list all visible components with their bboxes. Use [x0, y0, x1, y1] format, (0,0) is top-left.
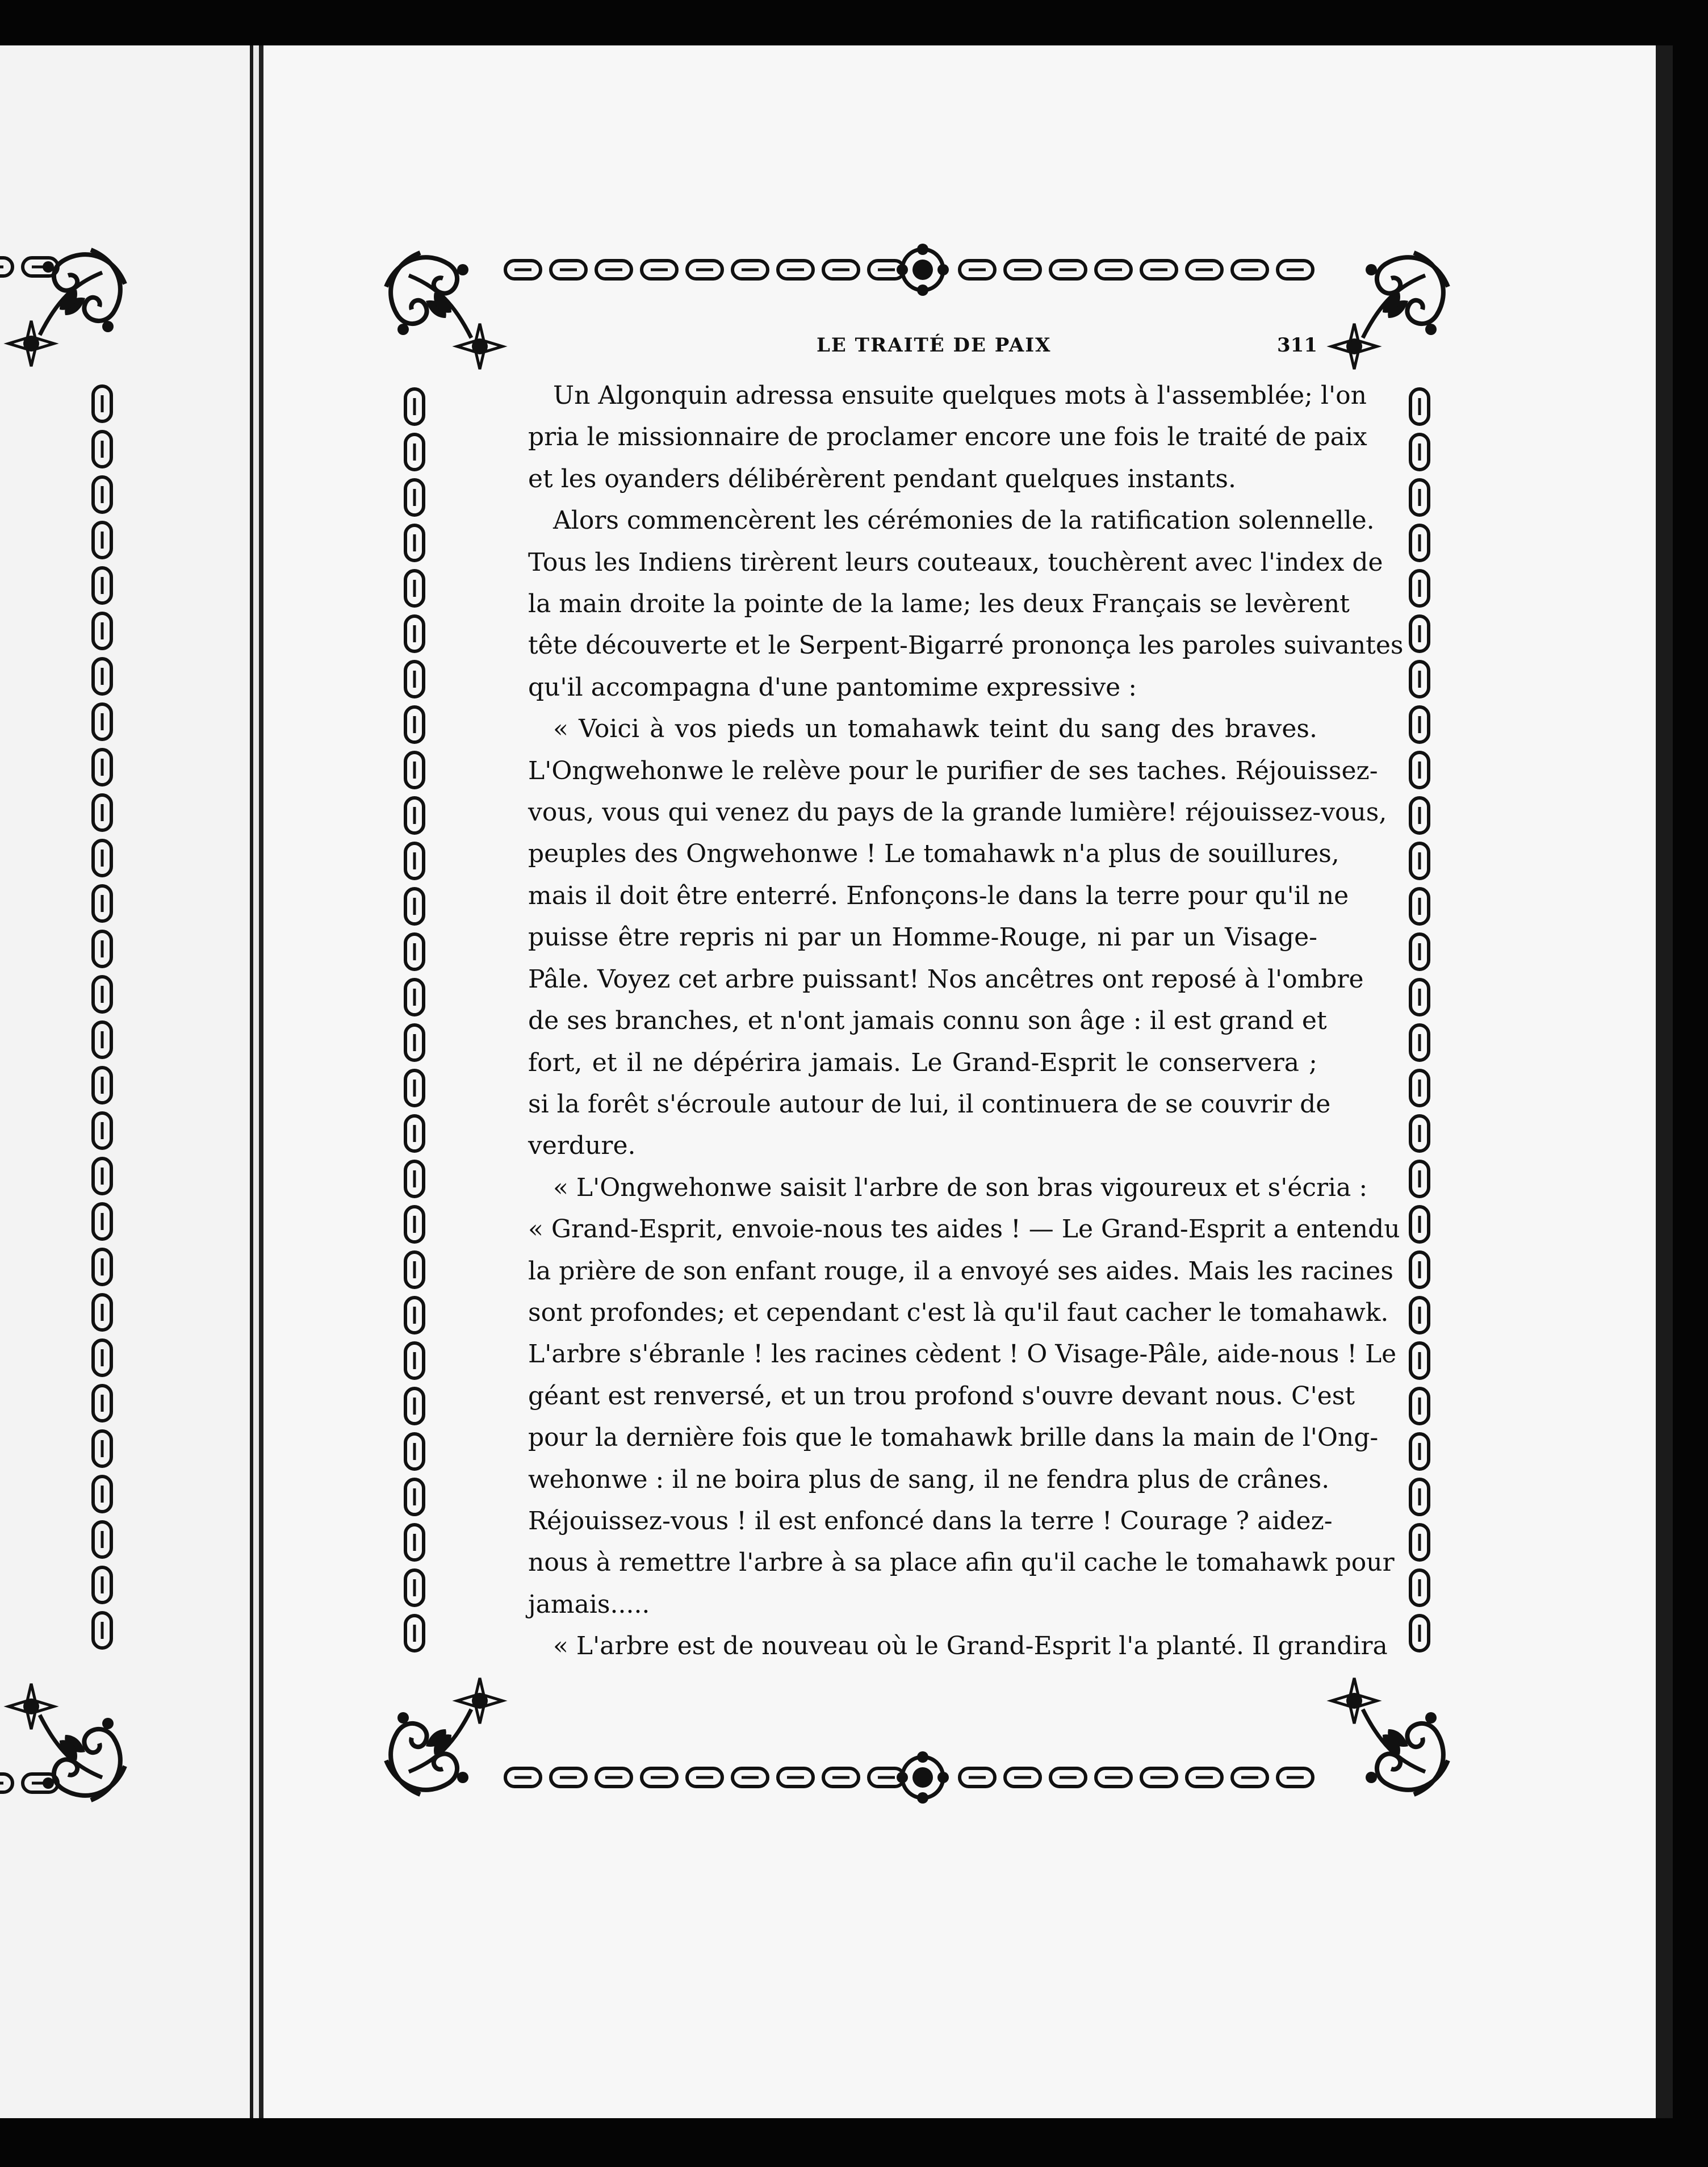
- running-title: LE TRAITÉ DE PAIX: [817, 334, 1052, 357]
- text-line: jamais.....: [528, 1589, 650, 1619]
- text-line: « L'arbre est de nouveau où le Grand-Esprit l'a planté. Il grandira: [553, 1631, 1388, 1661]
- text-line: fort, et il ne dépérira jamais. Le Grand-Esprit le conservera ;: [528, 1048, 1317, 1077]
- text-line: L'Ongwehonwe le relève pour le purifier de ses taches. Réjouissez-: [528, 756, 1378, 785]
- text-line: la main droite la pointe de la lame; les deux Français se levèrent: [528, 589, 1350, 619]
- text-line: qu'il accompagna d'une pantomime expressive :: [528, 672, 1137, 702]
- text-line: Alors commencèrent les cérémonies de la ratification solennelle.: [553, 506, 1375, 536]
- text-line: si la forêt s'écroule autour de lui, il continuera de se couvrir de: [528, 1089, 1331, 1119]
- text-line: Tous les Indiens tirèrent leurs couteaux, touchèrent avec l'index de: [528, 547, 1383, 577]
- text-line: verdure.: [528, 1131, 636, 1161]
- text-line: « Grand-Esprit, envoie-nous tes aides ! — Le Grand-Esprit a entendu: [528, 1215, 1400, 1244]
- running-head: [528, 329, 1317, 375]
- text-line: wehonwe : il ne boira plus de sang, il ne fendra plus de crânes.: [528, 1465, 1330, 1494]
- text-line: Un Algonquin adressa ensuite quelques mots à l'assemblée; l'on: [553, 381, 1367, 410]
- text-line: nous à remettre l'arbre à sa place afin qu'il cache le tomahawk pour: [528, 1548, 1395, 1578]
- text-line: de ses branches, et n'ont jamais connu son âge : il est grand et: [528, 1006, 1327, 1036]
- page-text: [528, 329, 1404, 1667]
- text-line: géant est renversé, et un trou profond s'ouvre devant nous. C'est: [528, 1381, 1355, 1411]
- text-line: mais il doit être enterré. Enfonçons-le dans la terre pour qu'il ne: [528, 881, 1349, 910]
- paragraph: [528, 1625, 1388, 1667]
- text-line: sont profondes; et cependant c'est là qu'il faut cacher le tomahawk.: [528, 1298, 1389, 1327]
- paragraph: [528, 708, 1387, 1166]
- text-line: vous, vous qui venez du pays de la grande lumière! réjouissez-vous,: [528, 798, 1387, 827]
- text-line: « L'Ongwehonwe saisit l'arbre de son bras vigoureux et s'écria :: [553, 1173, 1368, 1202]
- text-line: Réjouissez-vous ! il est enfoncé dans la terre ! Courage ? aidez-: [528, 1506, 1333, 1536]
- text-line: pour la dernière fois que le tomahawk brille dans la main de l'Ong-: [528, 1423, 1379, 1453]
- body-text: [528, 375, 1404, 1667]
- page-number: 311: [1277, 334, 1317, 357]
- left-page-frame: [0, 250, 125, 1800]
- text-line: puisse être repris ni par un Homme-Rouge, ni par un Visage-: [528, 923, 1317, 952]
- text-line: pria le missionnaire de proclamer encore une fois le traité de paix: [528, 422, 1367, 452]
- text-line: peuples des Ongwehonwe ! Le tomahawk n'a plus de souillures,: [528, 839, 1339, 869]
- text-line: tête découverte et le Serpent-Bigarré prononça les paroles suivantes: [528, 631, 1404, 660]
- text-line: « Voici à vos pieds un tomahawk teint du sang des braves.: [553, 714, 1317, 744]
- paragraph: [528, 500, 1404, 708]
- text-line: Pâle. Voyez cet arbre puissant! Nos ancêtres ont reposé à l'ombre: [528, 964, 1364, 994]
- paragraph: [528, 1167, 1400, 1625]
- text-line: la prière de son enfant rouge, il a envoyé ses aides. Mais les racines: [528, 1256, 1393, 1286]
- paragraph: [528, 375, 1367, 500]
- text-line: et les oyanders délibérèrent pendant quelques instants.: [528, 464, 1236, 493]
- text-line: L'arbre s'ébranle ! les racines cèdent ! O Visage-Pâle, aide-nous ! Le: [528, 1340, 1397, 1369]
